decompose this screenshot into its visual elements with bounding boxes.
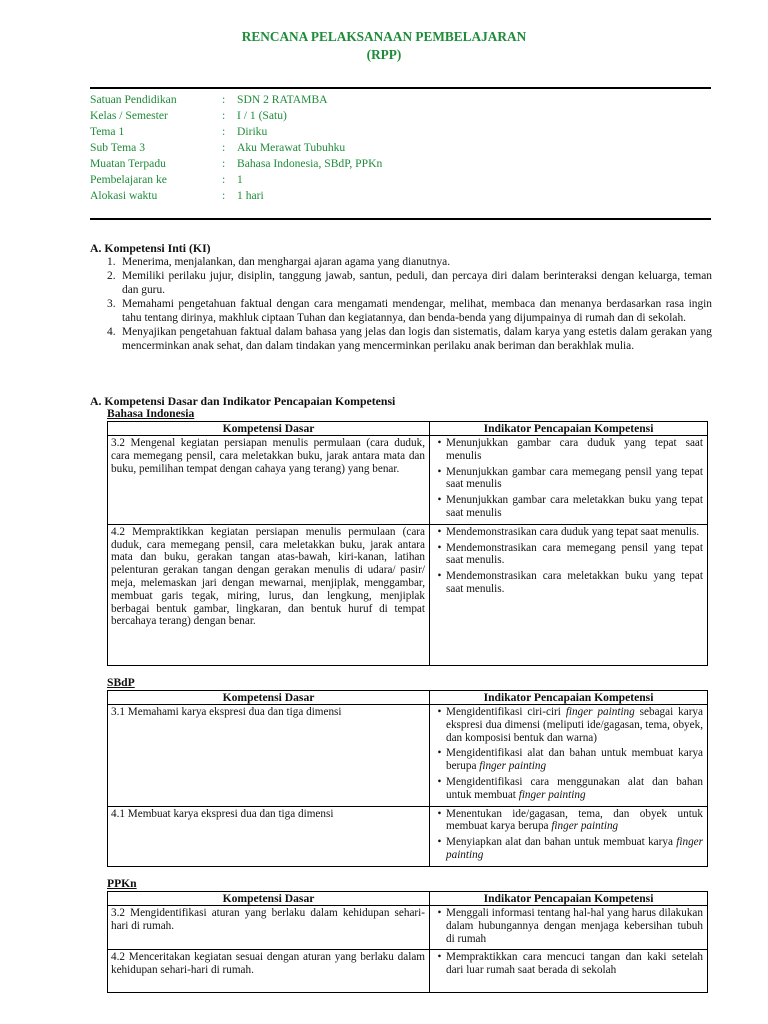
ki-heading: A. Kompetensi Inti (KI) [90,241,211,255]
indicator-text: Menggali informasi tentang hal-hal yang harus dilakukan dalam hubungannya dengan menjaga kebersihan tubuh di rumah [446,907,703,945]
identity-label: Satuan Pendidikan [90,93,177,106]
kd-cell: 3.1 Memahami karya ekspresi dua dan tiga dimensi [108,705,430,807]
indicator-item [433,526,703,539]
ki-item [107,297,712,325]
indicator-text: Mendemonstrasikan cara memegang pensil yang tepat saat menulis. [446,541,703,567]
table-row [108,436,708,525]
top-rule [90,87,711,89]
indicator-cell [430,524,708,665]
indicator-item [433,437,703,463]
kd-column-header: Kompetensi Dasar [108,892,430,906]
kd-cell: 4.2 Mempraktikkan kegiatan persiapan menulis permulaan (cara duduk, cara memegang pensil, cara meletakkan buku, jarak antara mata dan buku, gerakan tangan atas-bawah, kiri-kanan, latihan pelenturan gerakan tangan dengan gerakan menulis di udara/ pasir/ meja, melemaskan jari dengan mewarnai, menjiplak, menggambar, membuat garis tegak, miring, lurus, dan lengkung, menjiplak berbagai bentuk gambar, lingkaran, dan bentuk huruf di tempat bercahaya terang) dengan benar. [108,524,430,665]
identity-value: Diriku [237,125,268,138]
indicator-item [433,907,703,945]
identity-row [90,156,520,172]
bahasa-indonesia-table [107,421,708,666]
kd-column-header: Kompetensi Dasar [108,422,430,436]
bullet-icon: • [437,747,442,760]
document-subtitle: (RPP) [366,47,402,62]
identity-label: Tema 1 [90,125,125,138]
table-row [108,950,708,993]
table-row [108,906,708,950]
table-header-row [108,691,708,705]
ki-item-number: 2. [107,270,116,282]
indicator-cell [430,806,708,866]
ki-list [107,255,712,353]
bullet-icon: • [437,541,442,554]
identity-label: Muatan Terpadu [90,157,166,170]
indicator-item [433,570,703,596]
indicator-cell [430,906,708,950]
table-row [108,806,708,866]
indicator-text: Menunjukkan gambar cara duduk yang tepat saat menulis [446,437,703,462]
bullet-icon: • [437,706,442,718]
ki-item-number: 3. [107,298,116,310]
ppkn-heading: PPKn [107,877,137,890]
bullet-icon: • [437,907,442,919]
bullet-icon: • [437,951,442,964]
table-header-row [108,422,708,436]
identity-label: Alokasi waktu [90,189,158,202]
bahasa-indonesia-heading: Bahasa Indonesia [107,407,195,420]
indicator-item [433,706,703,744]
identity-value: I / 1 (Satu) [237,109,287,122]
kd-cell: 3.2 Mengenal kegiatan persiapan menulis permulaan (cara duduk, cara memegang pensil, cara meletakkan buku, jarak antara mata dan buku, pemilihan tempat dengan cahaya yang terang) yang benar. [108,436,430,525]
indicator-cell [430,950,708,993]
identity-row [90,124,520,140]
identity-row [90,108,520,124]
ipk-column-header: Indikator Pencapaian Kompetensi [430,691,708,705]
identity-row [90,188,520,204]
indicator-item [433,776,703,802]
table-row [108,524,708,665]
kd-cell: 3.2 Mengidentifikasi aturan yang berlaku dalam kehidupan sehari-hari di rumah. [108,906,430,950]
document-title: RENCANA PELAKSANAAN PEMBELAJARAN [241,29,527,44]
identity-value: 1 [237,173,243,186]
bullet-icon: • [437,525,442,538]
ki-item [107,255,712,269]
indicator-text: Menyiapkan alat dan bahan untuk membuat karya finger painting [446,836,703,861]
identity-label: Sub Tema 3 [90,141,146,154]
ki-item [107,325,712,353]
identity-row [90,140,520,156]
table-header-row [108,892,708,906]
identity-separator: : [222,93,226,106]
indicator-cell [430,705,708,807]
kd-column-header: Kompetensi Dasar [108,691,430,705]
indicator-item [433,542,703,568]
ki-item-text: Menyajikan pengetahuan faktual dalam bahasa yang jelas dan logis dan sistematis, dalam karya yang estetis dalam gerakan yang mencerminkan anak sehat, dan dalam tindakan yang mencerminkan perilaku anak beriman dan berakhlak mulia. [122,326,712,352]
indicator-item [433,951,703,977]
indicator-text: Mengidentifikasi ciri-ciri finger painting sebagai karya ekspresi dua dimensi (meliputi ide/gagasan, tema, obyek, dan komposisi bentuk dan warna) [446,706,703,744]
indicator-item [433,808,703,834]
indicator-text: Mendemonstrasikan cara meletakkan buku yang tepat saat menulis. [446,570,703,595]
ki-item-text: Menerima, menjalankan, dan menghargai ajaran agama yang dianutnya. [122,256,451,268]
bullet-icon: • [437,570,442,583]
ki-item-number: 4. [107,326,116,338]
table-row [108,705,708,807]
indicator-text: Mengidentifikasi cara menggunakan alat dan bahan untuk membuat finger painting [446,775,703,801]
sbdp-heading: SBdP [107,676,135,689]
bottom-rule [90,218,711,220]
identity-block [90,92,520,204]
bullet-icon: • [437,775,442,788]
identity-row [90,92,520,108]
indicator-text: Mempraktikkan cara mencuci tangan dan kaki setelah dari luar rumah saat berada di sekolah [446,951,703,977]
indicator-text: Mendemonstrasikan cara duduk yang tepat saat menulis. [446,525,700,538]
kd-cell: 4.2 Menceritakan kegiatan sesuai dengan aturan yang berlaku dalam kehidupan sehari-hari di rumah. [108,950,430,993]
indicator-item [433,466,703,492]
ki-item-text: Memahami pengetahuan faktual dengan cara mengamati mendengar, melihat, membaca dan menanya berdasarkan rasa ingin tahu tentang dirinya, makhluk ciptaan Tuhan dan kegiatannya, dan benda-benda yang dijumpainya di rumah dan di sekolah. [122,298,712,324]
identity-label: Pembelajaran ke [90,173,167,186]
identity-separator: : [222,125,226,138]
kd-heading: A. Kompetensi Dasar dan Indikator Pencapaian Kompetensi [90,394,396,408]
identity-value: SDN 2 RATAMBA [237,93,328,106]
identity-label: Kelas / Semester [90,109,168,122]
identity-value: Bahasa Indonesia, SBdP, PPKn [237,157,383,170]
indicator-item [433,836,703,862]
ki-item [107,269,712,297]
sbdp-table [107,690,708,867]
indicator-item [433,494,703,520]
ki-item-number: 1. [107,256,116,268]
ppkn-table [107,891,708,993]
bullet-icon: • [437,807,442,820]
identity-row [90,172,520,188]
indicator-text: Menentukan ide/gagasan, tema, dan obyek untuk membuat karya berupa finger painting [446,807,703,833]
identity-separator: : [222,157,226,170]
indicator-text: Mengidentifikasi alat dan bahan untuk membuat karya berupa finger painting [446,747,703,773]
indicator-text: Menunjukkan gambar cara meletakkan buku yang tepat saat menulis [446,494,703,519]
bullet-icon: • [437,465,442,478]
identity-value: 1 hari [237,189,264,202]
indicator-cell [430,436,708,525]
indicator-item [433,747,703,773]
bullet-icon: • [437,494,442,507]
identity-separator: : [222,173,226,186]
bullet-icon: • [437,437,442,449]
bullet-icon: • [437,836,442,849]
identity-separator: : [222,189,226,202]
indicator-text: Menunjukkan gambar cara memegang pensil yang tepat saat menulis [446,465,703,491]
kd-cell: 4.1 Membuat karya ekspresi dua dan tiga dimensi [108,806,430,866]
identity-separator: : [222,141,226,154]
ipk-column-header: Indikator Pencapaian Kompetensi [430,422,708,436]
ipk-column-header: Indikator Pencapaian Kompetensi [430,892,708,906]
ki-item-text: Memiliki perilaku jujur, disiplin, tanggung jawab, santun, peduli, dan percaya diri dalam berinteraksi dengan keluarga, teman dan guru. [122,270,712,296]
identity-value: Aku Merawat Tubuhku [237,141,346,154]
identity-separator: : [222,109,226,122]
